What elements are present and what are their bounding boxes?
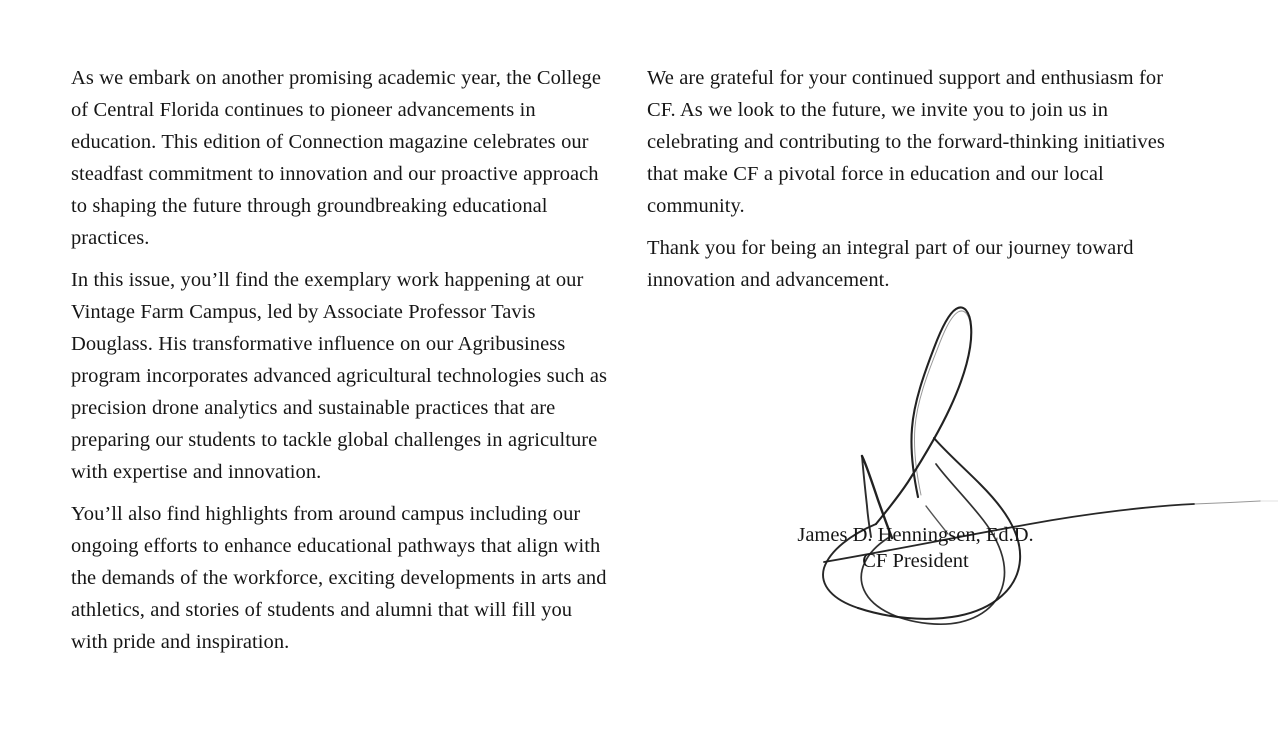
- paragraph: We are grateful for your continued support and enthusiasm for CF. As we look to the future, we invite you to join us in celebrating and contributing to the forward-thinking initiatives that make CF a pivotal force in education and our local community.: [647, 67, 1165, 217]
- signature-caption: [647, 522, 1184, 574]
- left-text-column: [71, 62, 611, 658]
- paragraph: Thank you for being an integral part of our journey toward innovation and advancement.: [647, 237, 1134, 291]
- signer-title: CF President: [862, 550, 969, 572]
- paragraph: In this issue, you’ll find the exemplary work happening at our Vintage Farm Campus, led by Associate Professor Tavis Douglass. His transformative influence on our Agribusiness program incorporates advanced agricultural technologies such as precision drone analytics and sustainable practices that are preparing our students to tackle global challenges in agriculture with expertise and innovation.: [71, 269, 608, 483]
- paragraph: As we embark on another promising academic year, the College of Central Florida continues to pioneer advancements in education. This edition of Connection magazine celebrates our steadfast commitment to innovation and our proactive approach to shaping the future through groundbreaking educational practices.: [71, 67, 601, 249]
- paragraph: You’ll also find highlights from around campus including our ongoing efforts to enhance educational pathways that align with the demands of the workforce, exciting developments in arts and athletics, and stories of students and alumni that will fill you with pride and inspiration.: [71, 503, 607, 653]
- signature-image: [822, 292, 1278, 507]
- signature-svg: [822, 292, 1278, 507]
- right-text-column: [647, 62, 1184, 296]
- signer-name: James D. Henningsen, Ed.D.: [797, 524, 1034, 546]
